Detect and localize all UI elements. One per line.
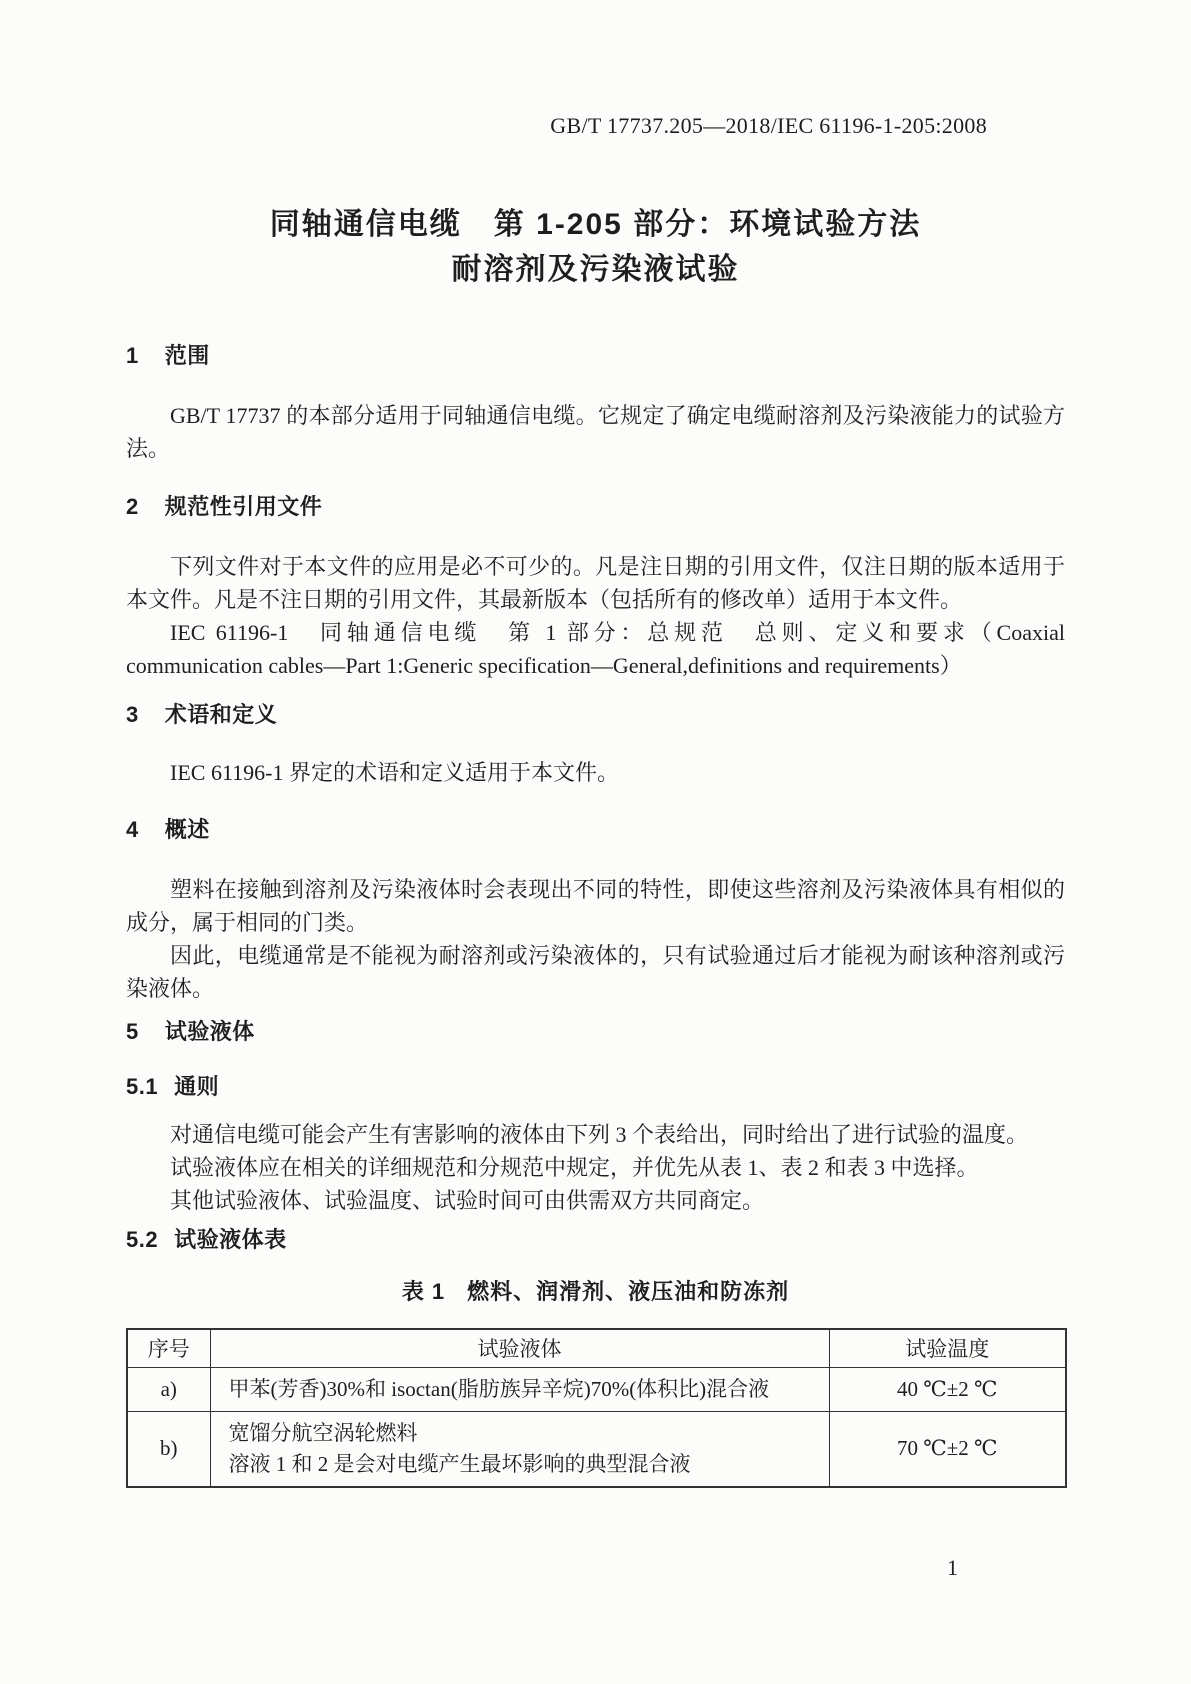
document-title — [126, 202, 1065, 292]
section-4-paragraph-2: 因此，电缆通常是不能视为耐溶剂或污染液体的，只有试验通过后才能视为耐该种溶剂或污染液体。 — [126, 943, 1065, 1001]
table-1-col-serial: 序号 — [127, 1329, 210, 1367]
section-5-2-title: 试验液体表 — [174, 1227, 287, 1252]
section-5-2-heading — [126, 1226, 1065, 1254]
document-title-line-1: 同轴通信电缆 第 1-205 部分：环境试验方法 — [269, 208, 922, 241]
page-number: 1 — [947, 1555, 958, 1580]
section-1-title: 范围 — [164, 343, 210, 368]
section-5-title: 试验液体 — [164, 1019, 255, 1044]
section-3-number: 3 — [126, 702, 139, 727]
section-5-1-paragraphs — [126, 1118, 1065, 1217]
table-1-col-temperature: 试验温度 — [829, 1329, 1066, 1367]
row-a-temperature: 40 ℃±2 ℃ — [829, 1367, 1066, 1411]
section-2-heading — [126, 493, 1065, 521]
section-4-title: 概述 — [164, 817, 210, 842]
table-1-header-row — [127, 1329, 1066, 1367]
section-1-paragraph-1: GB/T 17737 的本部分适用于同轴通信电缆。它规定了确定电缆耐溶剂及污染液能力的试验方法。 — [126, 403, 1065, 461]
row-a-serial: a) — [127, 1367, 210, 1411]
section-5-1-heading — [126, 1073, 1065, 1101]
test-liquid-table — [126, 1328, 1067, 1488]
table-1-caption-title: 燃料、润滑剂、液压油和防冻剂 — [467, 1279, 790, 1304]
section-2-paragraph-2: IEC 61196-1 同轴通信电缆 第 1 部分：总规范 总则、定义和要求（Coaxial communication cables—Part 1:Generic specification—General,definitions and requirements） — [126, 620, 1065, 678]
table-1-caption — [126, 1278, 1065, 1306]
row-b-serial: b) — [127, 1411, 210, 1487]
row-a-liquid — [210, 1367, 829, 1411]
row-b-liquid-line-2: 溶液 1 和 2 是会对电缆产生最坏影响的典型混合液 — [228, 1451, 691, 1476]
document-title-line-2: 耐溶剂及污染液试验 — [451, 253, 740, 286]
section-2-title: 规范性引用文件 — [164, 494, 323, 519]
section-5-number: 5 — [126, 1019, 139, 1044]
section-4-number: 4 — [126, 817, 139, 842]
section-3-title: 术语和定义 — [164, 702, 278, 727]
section-5-1-paragraph-1: 对通信电缆可能会产生有害影响的液体由下列 3 个表给出，同时给出了进行试验的温度。 — [170, 1122, 1029, 1147]
section-1-number: 1 — [126, 343, 139, 368]
section-3-heading — [126, 701, 1065, 729]
table-1-row-a — [127, 1367, 1066, 1411]
section-5-1-title: 通则 — [174, 1074, 220, 1099]
section-2-number: 2 — [126, 494, 139, 519]
section-4-paragraph-1: 塑料在接触到溶剂及污染液体时会表现出不同的特性，即使这些溶剂及污染液体具有相似的成分，属于相同的门类。 — [126, 877, 1065, 935]
section-5-1-paragraph-3: 其他试验液体、试验温度、试验时间可由供需双方共同商定。 — [170, 1188, 765, 1213]
row-b-temperature: 70 ℃±2 ℃ — [829, 1411, 1066, 1487]
row-b-liquid-line-1: 宽馏分航空涡轮燃料 — [228, 1420, 418, 1445]
table-1-row-b — [127, 1411, 1066, 1487]
table-1-caption-number: 表 1 — [401, 1279, 446, 1304]
section-5-heading — [126, 1018, 1065, 1046]
section-1-heading — [126, 342, 1065, 370]
row-a-liquid-line-1: 甲苯(芳香)30%和 isoctan(脂肪族异辛烷)70%(体积比)混合液 — [228, 1376, 770, 1401]
table-1-col-liquid: 试验液体 — [210, 1329, 829, 1367]
row-b-liquid — [210, 1411, 829, 1487]
section-2-paragraph-1: 下列文件对于本文件的应用是必不可少的。凡是注日期的引用文件，仅注日期的版本适用于本文件。凡是不注日期的引用文件，其最新版本（包括所有的修改单）适用于本文件。 — [126, 554, 1065, 612]
section-5-1-number: 5.1 — [126, 1074, 159, 1099]
section-5-2-number: 5.2 — [126, 1227, 159, 1252]
section-4-heading — [126, 816, 1065, 844]
section-3-paragraph-1: IEC 61196-1 界定的术语和定义适用于本文件。 — [170, 760, 619, 785]
standard-number: GB/T 17737.205—2018/IEC 61196-1-205:2008 — [550, 113, 987, 138]
section-5-1-paragraph-2: 试验液体应在相关的详细规范和分规范中规定，并优先从表 1、表 2 和表 3 中选择。 — [170, 1155, 979, 1180]
page-content — [126, 0, 1065, 1488]
